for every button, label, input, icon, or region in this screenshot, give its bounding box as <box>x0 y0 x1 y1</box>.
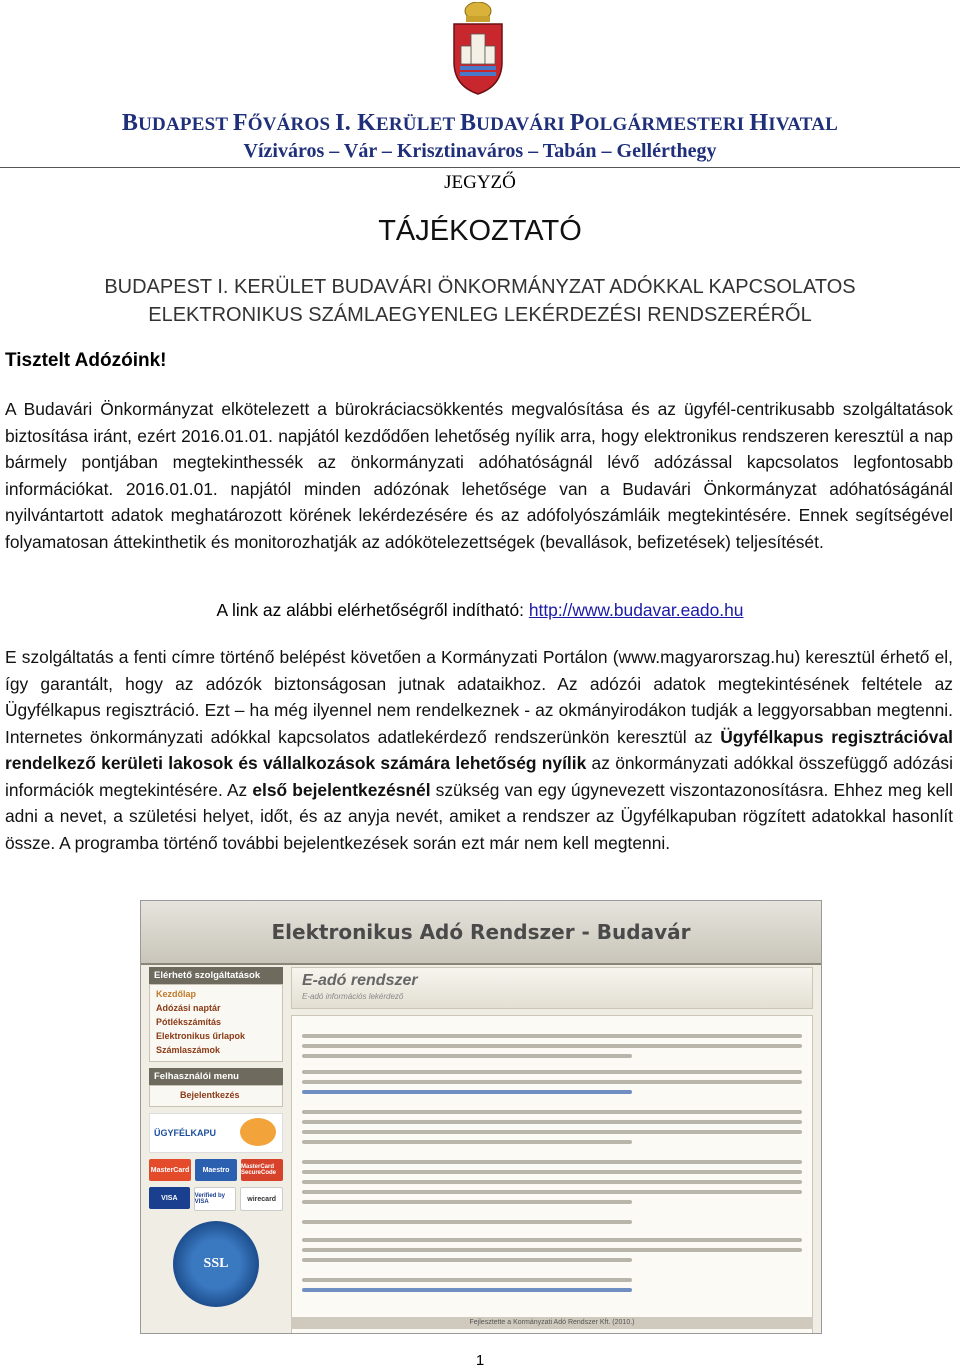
text-line <box>302 1190 802 1194</box>
sidebar-item-accounts[interactable]: Számlaszámok <box>156 1045 221 1055</box>
main-body-text <box>291 1015 813 1334</box>
main-header <box>291 967 813 1009</box>
text-line <box>302 1160 802 1164</box>
sidebar-item-forms[interactable]: Elektronikus űrlapok <box>156 1031 246 1041</box>
text-line-link <box>302 1090 632 1094</box>
text-line <box>302 1120 802 1124</box>
paragraph-intro: A Budavári Önkormányzat elkötelezett a bürokráciacsökkentés megvalósítása és az ügyfél-centrikusabb szolgáltatások biztosítása iránt, ezért 2016.01.01. napjától kezdődően lehetőség nyílik arra, hogy elektronikus rendszeren keresztül a nap bármely pontjában megtekinthessék az önkormányzati adóhatóságnál lévő adózással kapcsolatos legfontosabb információkat. 2016.01.01. napjától minden adózónak lehetősége van a Budavári Önkormányzat adóhatóságánál nyilvántartott adatok meghatározott körének lekérdezésére és az adófolyószámláik megtekintésére. Ennek segítségével folyamatosan áttekinthetik és monitorozhatják az adókötelezettségek (bevallások, befizetések) teljesítését. <box>5 399 953 552</box>
text-line <box>302 1238 802 1242</box>
office-title: BUDAPEST FŐVÁROS I. KERÜLET BUDAVÁRI POLGÁRMESTERI HIVATAL <box>121 110 839 136</box>
text-line <box>302 1034 802 1038</box>
main-subtitle: E-adó információs lekérdező <box>302 992 404 1001</box>
header-divider <box>0 167 960 168</box>
sidebar-menu-user <box>149 1085 283 1107</box>
eado-screenshot <box>140 900 822 1334</box>
screenshot-sidebar <box>149 967 283 1307</box>
salutation: Tisztelt Adózóink! <box>5 350 167 371</box>
text-line-email <box>302 1288 632 1292</box>
visa-icon: VISA <box>149 1187 190 1209</box>
magyarorszag-logo-icon <box>240 1118 276 1146</box>
text-line <box>302 1070 802 1074</box>
paragraph-service <box>5 644 953 856</box>
sidebar-head-user: Felhasználói menu <box>149 1068 283 1085</box>
sidebar-item-calendar[interactable]: Adózási naptár <box>156 1003 221 1013</box>
screenshot-main <box>291 967 813 1334</box>
screenshot-footer: Fejlesztette a Kormányzati Adó Rendszer Kft. (2010.) <box>291 1317 813 1329</box>
mastercard-icon: MasterCard <box>149 1159 191 1181</box>
text-line <box>302 1170 802 1174</box>
text-line <box>302 1258 632 1262</box>
text-line <box>302 1200 632 1204</box>
screenshot-header <box>141 901 821 965</box>
text-line <box>302 1080 802 1084</box>
p2-bold-2: első bejelentkezésnél <box>252 779 431 800</box>
document-subtitle <box>0 273 960 329</box>
text-line <box>302 1140 632 1144</box>
text-line <box>302 1054 632 1058</box>
page-number: 1 <box>475 1352 485 1369</box>
text-line <box>302 1248 802 1252</box>
text-line <box>302 1180 802 1184</box>
text-line <box>302 1278 632 1282</box>
p2-text-a: E szolgáltatás a fenti címre történő belépést követően a Kormányzati Portálon (www.magyarorszag.hu) keresztül érhető el, így garantált, hogy az adózók biztonságosan jutnak adataikhoz. Az adózói adatok megtekintésének feltétele az Ügyfélkapus regisztráció. Ezt – ha még ilyennel nem rendelkeznek - az okmányirodákon tudják a leggyorsabban megtenni. Internetes önkormányzati adókkal kapcsolatos adatlekérdező rendszerünkön keresztül az <box>5 647 953 747</box>
text-line <box>302 1044 802 1048</box>
subtitle-line-2: ELEKTRONIKUS SZÁMLAEGYENLEG LEKÉRDEZÉSI RENDSZERÉRŐL <box>148 304 812 326</box>
sidebar-menu-services <box>149 984 283 1062</box>
sidebar-item-home[interactable]: Kezdőlap <box>156 989 197 999</box>
ugyfelkapu-label: ÜGYFÉLKAPU <box>154 1128 217 1138</box>
wirecard-icon: wirecard <box>240 1187 283 1211</box>
text-line <box>302 1130 802 1134</box>
ugyfelkapu-logo <box>149 1113 283 1153</box>
verified-by-visa-icon: Verified by VISA <box>194 1187 237 1211</box>
mastercard-securecode-icon: MasterCard SecureCode <box>241 1159 283 1181</box>
budapest-crest-icon <box>448 2 508 98</box>
card-logos-row-2 <box>149 1187 283 1211</box>
sidebar-item-penalty[interactable]: Pótlékszámítás <box>156 1017 222 1027</box>
ssl-seal-icon <box>173 1221 259 1307</box>
districts-line: Víziváros – Vár – Krisztinaváros – Tabán – Gellérthegy <box>243 140 717 162</box>
eado-link[interactable]: http://www.budavar.eado.hu <box>528 600 744 620</box>
p2-bold-1: Ügyfélkapus regisztrációval rendelkező kerületi lakosok és vállalkozások számára lehetőség nyílik <box>5 726 953 773</box>
p2-text-c: szükség van egy úgynevezett viszontazonosításra. Ehhez meg kell adni a nevet, a születési helyet, időt, és az anyja nevét, amiket a rendszer az Ügyfélkapuban rögzített adatokkal hasonlít össze. A programba történő további bejelentkezések során ezt már nem kell megtenni. <box>5 779 953 853</box>
sidebar-item-login[interactable]: Bejelentkezés <box>180 1090 240 1100</box>
document-title: TÁJÉKOZTATÓ <box>378 215 582 247</box>
ssl-label: SSL <box>203 1256 229 1271</box>
subtitle-line-1: BUDAPEST I. KERÜLET BUDAVÁRI ÖNKORMÁNYZAT ADÓKKAL KAPCSOLATOS <box>104 276 856 298</box>
screenshot-header-title: Elektronikus Adó Rendszer - Budavár <box>271 920 691 944</box>
link-label: A link az alábbi elérhetőségről indítható: <box>216 600 529 620</box>
link-line <box>0 600 960 621</box>
text-line <box>302 1220 632 1224</box>
department-label: JEGYZŐ <box>444 172 516 193</box>
p2-text-b: az önkormányzati adókkal összefüggő adózási információk megtekintésére. Az <box>5 753 953 800</box>
maestro-icon: Maestro <box>195 1159 237 1181</box>
text-line <box>302 1110 802 1114</box>
card-logos-row-1 <box>149 1159 283 1181</box>
main-title: E-adó rendszer <box>302 972 418 989</box>
sidebar-head-services: Elérhető szolgáltatások <box>149 967 283 984</box>
